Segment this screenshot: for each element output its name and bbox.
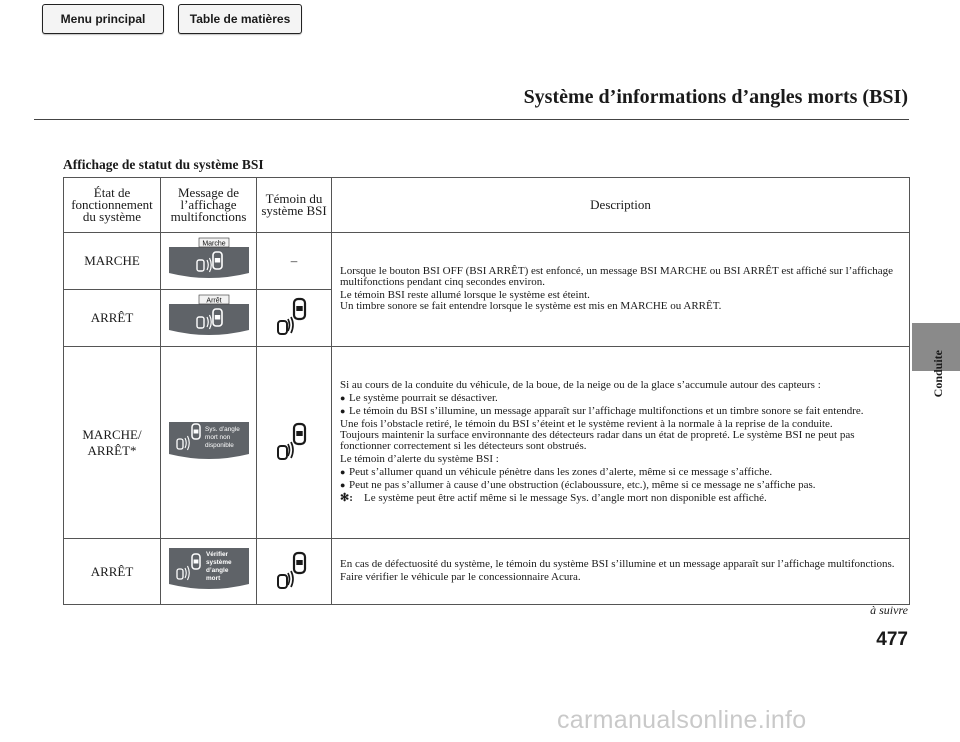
description-cell: Lorsque le bouton BSI OFF (BSI ARRÊT) est enfoncé, un message BSI MARCHE ou BSI ARRÊT est affiché sur l’affichage multifonctions pendant cinq secondes environ. Le témoin BSI reste allumé lorsque le système est éteint. Un timbre sonore se fait entendre lorsque le système est mis en MARCHE ou ARRÊT. bbox=[332, 233, 910, 347]
header-message: Message de l’affichage multifonctions bbox=[161, 178, 257, 233]
description-cell: Si au cours de la conduite du véhicule, de la boue, de la neige ou de la glace s’accumule autour des capteurs : ● Le système pourrait se désactiver. ● Le témoin du BSI s’illumine, un message apparaît sur l’affichage multifonctions et un timbre sonore se fait entendre. Une fois l’obstacle retiré, le témoin du BSI s’éteint et le système revient à la normale à la reprise de la conduite. Toujours maintenir la surface environnante des détecteurs radar dans un état de propreté. Le système BSI ne peut pas fonctionner correctement si les détecteurs sont obstrués. Le témoin d’alerte du système BSI : ● Peut s’allumer quand un véhicule pénètre dans les zones d’alerte, même si ce message s’affiche. ● Peut ne pas s’allumer à cause d’une obstruction (éclaboussure, etc.), même si ce message ne s’affiche pas. ✻: Le système peut être actif même si le message Sys. d’angle mort non disponible est affiché. bbox=[332, 347, 910, 539]
svg-text:mort: mort bbox=[205, 575, 220, 582]
svg-text:mort non: mort non bbox=[204, 434, 230, 441]
display-screen bbox=[161, 347, 257, 539]
page-number: 477 bbox=[876, 629, 908, 650]
table-header-row bbox=[64, 178, 910, 233]
title-divider bbox=[34, 119, 909, 120]
chapter-tab-label: Conduite bbox=[931, 350, 945, 398]
state-cell: ARRÊT bbox=[64, 290, 161, 347]
table-of-contents-button[interactable]: Table de matières bbox=[178, 4, 302, 34]
section-heading: Affichage de statut du système BSI bbox=[63, 157, 264, 172]
table-row bbox=[64, 233, 910, 290]
svg-text:Sys. d’angle: Sys. d’angle bbox=[204, 426, 240, 433]
bsi-indicator-icon bbox=[257, 539, 332, 605]
bsi-indicator-icon bbox=[257, 290, 332, 347]
header-state: État de fonctionnement du système bbox=[64, 178, 161, 233]
svg-text:d’angle: d’angle bbox=[205, 567, 228, 574]
menu-principal-button[interactable]: Menu principal bbox=[42, 4, 164, 34]
page-title: Système d’informations d’angles morts (BSI) bbox=[523, 86, 908, 108]
display-screen bbox=[161, 233, 257, 290]
display-screen bbox=[161, 539, 257, 605]
header-description: Description bbox=[332, 178, 910, 233]
bullet-item: ● Le témoin du BSI s’illumine, un message apparaît sur l’affichage multifonctions et un timbre sonore se fait entendre. bbox=[340, 406, 903, 417]
header-indicator: Témoin du système BSI bbox=[257, 178, 332, 233]
continued-label: à suivre bbox=[870, 603, 908, 617]
screen-label: Marche bbox=[201, 239, 226, 247]
bullet-item: ● Peut ne pas s’allumer à cause d’une obstruction (éclaboussure, etc.), même si ce message ne s’affiche pas. bbox=[340, 480, 903, 491]
state-cell: ARRÊT bbox=[64, 539, 161, 605]
state-cell: MARCHE bbox=[64, 233, 161, 290]
svg-text:Vérifier: Vérifier bbox=[205, 551, 228, 558]
description-cell: En cas de défectuosité du système, le témoin du système BSI s’illumine et un message apparaît sur l’affichage multifonctions. Faire vérifier le véhicule par le concessionnaire Acura. bbox=[332, 539, 910, 605]
table-row bbox=[64, 539, 910, 605]
display-screen bbox=[161, 290, 257, 347]
watermark: carmanualsonline.info bbox=[557, 706, 807, 734]
state-cell: MARCHE/ ARRÊT* bbox=[64, 347, 161, 539]
bsi-status-table bbox=[63, 177, 910, 605]
svg-text:disponible: disponible bbox=[204, 442, 234, 449]
bullet-item: ● Peut s’allumer quand un véhicule pénètre dans les zones d’alerte, même si ce message s’affiche. bbox=[340, 467, 903, 478]
bsi-indicator-icon bbox=[257, 347, 332, 539]
bullet-item: ● Le système pourrait se désactiver. bbox=[340, 393, 903, 404]
indicator-dash: – bbox=[257, 233, 332, 290]
footnote: ✻: Le système peut être actif même si le message Sys. d’angle mort non disponible est affiché. bbox=[340, 491, 767, 504]
screen-label: Arrêt bbox=[205, 296, 222, 304]
table-row bbox=[64, 347, 910, 539]
svg-text:système: système bbox=[205, 559, 232, 566]
